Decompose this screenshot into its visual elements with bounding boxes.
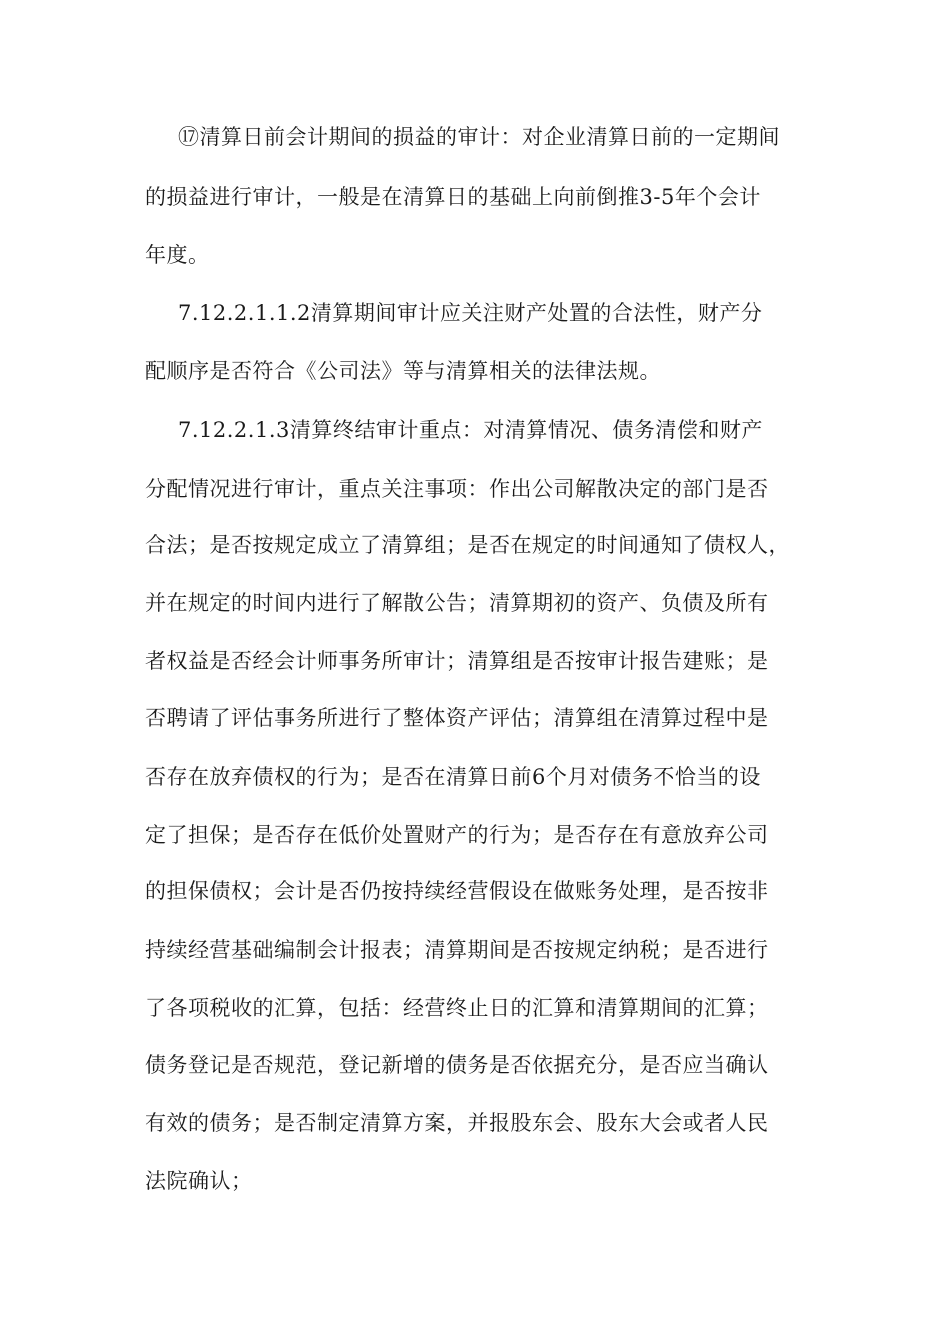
text-line-19: 法院确认； bbox=[145, 1169, 253, 1193]
text-line-10: 者权益是否经会计师事务所审计；清算组是否按审计报告建账；是 bbox=[145, 649, 769, 673]
text-line-15: 持续经营基础编制会计报表；清算期间是否按规定纳税；是否进行 bbox=[145, 938, 769, 962]
text-line-14: 的担保债权；会计是否仍按持续经营假设在做账务处理，是否按非 bbox=[145, 879, 769, 903]
text-line-1: ⑰清算日前会计期间的损益的审计：对企业清算日前的一定期间 bbox=[178, 125, 780, 149]
text-line-13: 定了担保；是否存在低价处置财产的行为；是否存在有意放弃公司 bbox=[145, 823, 769, 847]
text-line-11: 否聘请了评估事务所进行了整体资产评估；清算组在清算过程中是 bbox=[145, 706, 769, 730]
text-line-7: 分配情况进行审计，重点关注事项：作出公司解散决定的部门是否 bbox=[145, 477, 769, 501]
text-line-18: 有效的债务；是否制定清算方案，并报股东会、股东大会或者人民 bbox=[145, 1111, 769, 1135]
text-line-2: 的损益进行审计，一般是在清算日的基础上向前倒推3-5年个会计 bbox=[145, 185, 761, 209]
text-line-5: 配顺序是否符合《公司法》等与清算相关的法律法规。 bbox=[145, 359, 661, 383]
text-line-9: 并在规定的时间内进行了解散公告；清算期初的资产、负债及所有 bbox=[145, 591, 769, 615]
text-line-12: 否存在放弃债权的行为；是否在清算日前6个月对债务不恰当的设 bbox=[145, 765, 761, 789]
text-line-8: 合法；是否按规定成立了清算组；是否在规定的时间通知了债权人， bbox=[145, 533, 790, 557]
text-line-6: 7.12.2.1.3清算终结审计重点：对清算情况、债务清偿和财产 bbox=[178, 418, 763, 442]
text-line-4: 7.12.2.1.1.2清算期间审计应关注财产处置的合法性，财产分 bbox=[178, 301, 763, 325]
text-line-17: 债务登记是否规范，登记新增的债务是否依据充分，是否应当确认 bbox=[145, 1053, 769, 1077]
text-line-3: 年度。 bbox=[145, 243, 210, 267]
text-line-16: 了各项税收的汇算，包括：经营终止日的汇算和清算期间的汇算； bbox=[145, 996, 769, 1020]
